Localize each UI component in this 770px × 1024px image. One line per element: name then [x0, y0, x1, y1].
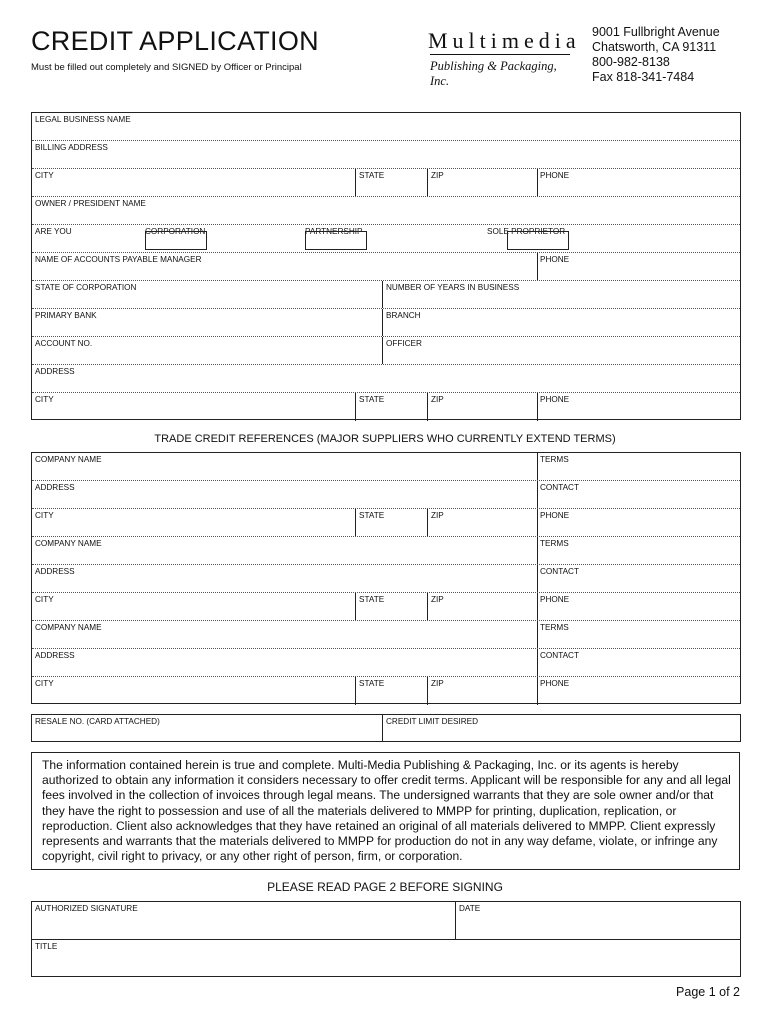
phone-label: PHONE	[540, 171, 570, 180]
state-label: STATE	[359, 171, 385, 180]
field-label: BILLING ADDRESS	[35, 143, 108, 152]
partnership-checkbox[interactable]	[305, 231, 367, 250]
trade-references-heading: TRADE CREDIT REFERENCES (MAJOR SUPPLIERS WHO CURRENTLY EXTEND TERMS)	[154, 433, 616, 445]
signature-date-row	[32, 902, 740, 940]
city-label: CITY	[35, 511, 54, 520]
contact-label: CONTACT	[540, 651, 579, 660]
divider	[427, 509, 428, 536]
sole-proprietor-label: SOLE PROPRIETOR	[487, 227, 566, 236]
branch-label: BRANCH	[386, 311, 421, 320]
account-no-label: ACCOUNT NO.	[35, 339, 93, 348]
zip-label: ZIP	[431, 395, 444, 404]
owner-name-field[interactable]	[32, 197, 740, 225]
ap-manager-label: NAME OF ACCOUNTS PAYABLE MANAGER	[35, 255, 202, 264]
company-name-label: COMPANY NAME	[35, 455, 102, 464]
divider	[537, 169, 538, 196]
zip-label: ZIP	[431, 171, 444, 180]
agreement-text: The information contained herein is true and complete. Multi-Media Publishing & Packaging, Inc. or its agents is hereby authorized to obtain any information it considers necessary to offer credit terms. Applicant will be responsible for any and all legal fees involved in the collection of invoices through legal means. The undersigned warrants that they are sole owner and/or that they have the right to possession and use of all the materials delivered to MMPP for printing, duplication, replication, or reproduction. Client also acknowledges that they have retained an original of all materials delivered to MMPP. Client expressly represents and warrants that the materials delivered to MMPP for production do not in any way defame, violate, or infringe any copyright, civil right to privacy, or any other right of person, firm, or corporation.	[31, 752, 740, 870]
zip-label: ZIP	[431, 679, 444, 688]
logo-rule	[430, 54, 570, 55]
state-label: STATE	[359, 511, 385, 520]
authorized-signature-label: AUTHORIZED SIGNATURE	[35, 904, 138, 913]
primary-bank-label: PRIMARY BANK	[35, 311, 97, 320]
divider	[427, 677, 428, 705]
divider	[427, 169, 428, 196]
company-fax: Fax 818-341-7484	[592, 70, 695, 84]
title-label: TITLE	[35, 942, 58, 951]
divider	[427, 593, 428, 620]
company-phone: 800-982-8138	[592, 55, 670, 69]
ref3-company-row	[32, 621, 740, 649]
divider	[537, 537, 538, 564]
city-label: CITY	[35, 595, 54, 604]
date-label: DATE	[459, 904, 481, 913]
address-line-1: 9001 Fullbright Avenue	[592, 25, 720, 39]
address-label: ADDRESS	[35, 483, 75, 492]
bank-row	[32, 309, 740, 337]
trade-references-section	[31, 452, 741, 704]
resale-credit-row	[31, 714, 741, 742]
bank-address-field[interactable]	[32, 365, 740, 393]
divider	[537, 253, 538, 280]
page-number: Page 1 of 2	[676, 985, 740, 999]
logo-wordmark: Multimedia	[428, 28, 581, 53]
divider	[355, 593, 356, 620]
address-label: ADDRESS	[35, 651, 75, 660]
company-address-block	[592, 25, 720, 85]
divider	[382, 715, 383, 741]
ref2-city-row	[32, 593, 740, 621]
divider	[355, 677, 356, 705]
ref3-address-row	[32, 649, 740, 677]
contact-label: CONTACT	[540, 483, 579, 492]
field-label: LEGAL BUSINESS NAME	[35, 115, 131, 124]
state-of-corporation-label: STATE OF CORPORATION	[35, 283, 137, 292]
credit-limit-label: CREDIT LIMIT DESIRED	[386, 717, 479, 726]
corporation-label: CORPORATION	[145, 227, 206, 236]
billing-city-row	[32, 169, 740, 197]
divider	[537, 393, 538, 421]
business-type-row	[32, 225, 740, 253]
field-label: OWNER / PRESIDENT NAME	[35, 199, 146, 208]
company-logo	[428, 28, 581, 88]
divider	[537, 481, 538, 508]
company-name-label: COMPANY NAME	[35, 539, 102, 548]
officer-label: OFFICER	[386, 339, 422, 348]
city-label: CITY	[35, 171, 54, 180]
terms-label: TERMS	[540, 623, 569, 632]
city-label: CITY	[35, 679, 54, 688]
business-info-section	[31, 112, 741, 420]
divider	[537, 593, 538, 620]
divider	[537, 677, 538, 705]
divider	[355, 393, 356, 421]
state-label: STATE	[359, 679, 385, 688]
billing-address-field[interactable]	[32, 141, 740, 169]
divider	[455, 902, 456, 939]
divider	[537, 621, 538, 648]
divider	[355, 509, 356, 536]
divider	[537, 509, 538, 536]
read-page-2-notice: PLEASE READ PAGE 2 BEFORE SIGNING	[267, 880, 503, 894]
form-subtitle: Must be filled out completely and SIGNED by Officer or Principal	[31, 62, 302, 73]
zip-label: ZIP	[431, 595, 444, 604]
legal-business-name-field[interactable]	[32, 113, 740, 141]
divider	[382, 281, 383, 308]
sole-proprietor-checkbox[interactable]	[507, 231, 569, 250]
ref1-city-row	[32, 509, 740, 537]
address-line-2: Chatsworth, CA 91311	[592, 40, 717, 54]
state-label: STATE	[359, 595, 385, 604]
form-title: CREDIT APPLICATION	[31, 26, 319, 56]
title-field[interactable]	[32, 940, 740, 977]
corporation-checkbox[interactable]	[145, 231, 207, 250]
ref3-city-row	[32, 677, 740, 705]
years-in-business-label: NUMBER OF YEARS IN BUSINESS	[386, 283, 520, 292]
logo-tagline: Publishing & Packaging, Inc.	[430, 59, 557, 88]
address-label: ADDRESS	[35, 567, 75, 576]
signature-section	[31, 901, 741, 977]
state-label: STATE	[359, 395, 385, 404]
are-you-label: ARE YOU	[35, 227, 72, 236]
terms-label: TERMS	[540, 455, 569, 464]
ref1-company-row	[32, 453, 740, 481]
partnership-label: PARTNERSHIP	[305, 227, 363, 236]
bank-city-row	[32, 393, 740, 421]
phone-label: PHONE	[540, 595, 570, 604]
divider	[537, 565, 538, 592]
divider	[382, 337, 383, 364]
company-name-label: COMPANY NAME	[35, 623, 102, 632]
contact-label: CONTACT	[540, 567, 579, 576]
ref1-address-row	[32, 481, 740, 509]
divider	[537, 649, 538, 676]
city-label: CITY	[35, 395, 54, 404]
phone-label: PHONE	[540, 679, 570, 688]
resale-no-label: RESALE NO. (CARD ATTACHED)	[35, 717, 160, 726]
account-row	[32, 337, 740, 365]
divider	[537, 453, 538, 480]
phone-label: PHONE	[540, 255, 570, 264]
divider	[355, 169, 356, 196]
phone-label: PHONE	[540, 511, 570, 520]
ref2-company-row	[32, 537, 740, 565]
divider	[427, 393, 428, 421]
divider	[382, 309, 383, 336]
corporation-info-row	[32, 281, 740, 309]
ap-manager-row	[32, 253, 740, 281]
terms-label: TERMS	[540, 539, 569, 548]
zip-label: ZIP	[431, 511, 444, 520]
field-label: ADDRESS	[35, 367, 75, 376]
ref2-address-row	[32, 565, 740, 593]
phone-label: PHONE	[540, 395, 570, 404]
